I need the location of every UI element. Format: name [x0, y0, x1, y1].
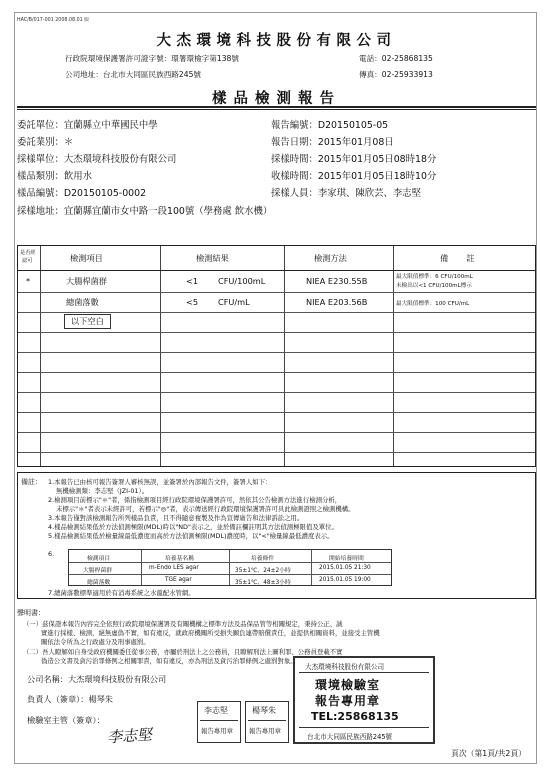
- note-1b: 無機檢測類：李志堅（JZI-01）。: [56, 487, 149, 495]
- note-1: 1.本報告已由核可報告簽署人審核無誤，並簽署於內部報告文件，簽署人如下：: [48, 478, 272, 486]
- culture-row2-medium: TGE agar: [165, 577, 192, 583]
- client-unit: 委託單位：宜蘭縣立中華國民中學: [17, 120, 158, 131]
- telephone: 電話：02-25868135: [359, 54, 433, 63]
- signature-company: 公司名稱：大杰環境科技股份有限公司: [27, 674, 167, 684]
- declaration-2b: 偽造公文書及貪污治罪條例之相關罪責，如有違反，亦為刑法及貪污治罪條例之處罰對象。: [41, 657, 297, 665]
- report-number: 報告編號：D20150105-05: [271, 120, 389, 131]
- note-6: 6.: [48, 550, 55, 558]
- row1-remark-2: 未檢出以<1 CFU/100mL標示: [396, 283, 472, 289]
- notes-label: 備註：: [21, 478, 42, 486]
- culture-header-medium: 培養基名稱: [165, 556, 194, 562]
- company-stamp-company: 大杰環境科技股份有限公司: [305, 663, 385, 671]
- accredited-header: 是否經: [20, 250, 36, 256]
- handwritten-signature: 李志堅: [106, 725, 153, 747]
- company-stamp-report: 報告專用章: [315, 694, 381, 708]
- row1-remark-1: 最大限值標準：6 CFU/100mL: [396, 274, 473, 280]
- personal-stamp-2-name: 楊琴朱: [252, 706, 276, 715]
- sampler: 採樣人員：李家琪、陳欣芸、李志堅: [271, 188, 422, 199]
- sampling-unit: 採樣單位：大杰環境科技股份有限公司: [17, 154, 177, 165]
- company-report-stamp: [293, 656, 435, 744]
- personal-stamp-2: [245, 701, 289, 743]
- culture-row2-condition: 35±1℃、48±3小時: [235, 580, 291, 586]
- culture-row2-start: 2015.01.05 19:00: [319, 577, 371, 583]
- receive-time: 收樣時間：2015年01月05日18時10分: [271, 171, 437, 182]
- sample-category: 樣品類別：飲用水: [17, 171, 93, 182]
- row1-unit: CFU/100mL: [218, 276, 266, 286]
- personal-stamp-1-label: 報告專用章: [201, 727, 233, 735]
- row2-item: 總菌落數: [66, 297, 99, 307]
- personal-stamp-2-label: 報告專用章: [249, 727, 281, 735]
- report-page: [14, 12, 537, 764]
- company-stamp-lab: 環境檢驗室: [315, 678, 381, 692]
- note-4: 4.樣品檢測結果低於方法偵測極限(MDL)時以"ND"表示之，並於備註欄註明其方法偵測極限值及單位。: [48, 523, 338, 531]
- sampling-address: 採樣地址：宜蘭縣宜蘭市女中路一段100號（學務處 飲水機）: [17, 206, 273, 217]
- title-divider-thin: [17, 109, 536, 110]
- blank-below-marker: 以下空白: [64, 314, 111, 329]
- declaration-1c: 關依法令所為之行政處分及刑事處罰。: [41, 638, 150, 646]
- company-address: 公司地址：台北市大同區民族西路245號: [65, 70, 201, 79]
- accredited-header-2: 認可: [22, 258, 33, 264]
- company-stamp-tel: TEL:25868135: [311, 710, 399, 723]
- sampling-time: 採樣時間：2015年01月05日08時18分: [271, 154, 437, 165]
- declaration-label: 聲明書：: [17, 609, 45, 617]
- declaration-2: （二）吾人瞭解如自身受政府機關委任從事公務，亦屬於刑法上之公務員，且瞭解刑法上圖利罪、公務員登載不實: [23, 648, 343, 656]
- culture-table: [68, 549, 392, 586]
- culture-row1-medium: m-Endo LES agar: [149, 565, 199, 571]
- note-5: 5.樣品檢測結果低於檢量線最低濃度而高於方法偵測極限(MDL)濃度時，以"<"檢量線最低濃度表示。: [48, 532, 334, 540]
- document-code: HAC/B/017-001 2008.08.01 版: [17, 18, 90, 23]
- culture-header-condition: 培養條件: [251, 556, 275, 562]
- declaration-1: （一）茲保證本報告內容完全依照行政院環境保護署及有關機構之標準方法及品保品管等相關規定，秉持公正、誠: [23, 620, 343, 628]
- culture-row1-item: 大腸桿菌群: [83, 568, 112, 574]
- culture-row1-condition: 35±1℃、24±2小時: [235, 568, 291, 574]
- personal-stamp-1: [197, 701, 241, 743]
- culture-row2-item: 總菌落數: [87, 580, 111, 586]
- signature-owner: 負責人（簽章）：楊琴朱: [27, 694, 113, 704]
- declaration-1b: 實進行採樣、檢測，絕無虛偽不實，如有違反，就政府機關所受損失願負連帶賠償責任，並提供相關資料，並接受主管機: [41, 629, 380, 637]
- header-method: 檢測方法: [314, 253, 347, 263]
- note-2: 2.檢測項目前標示"＊"者，係指檢測項目經行政院環境保護署許可，然依其公告檢測方法進行檢測分析，: [48, 496, 342, 504]
- report-date: 報告日期：2015年01月08日: [271, 137, 394, 148]
- client-category: 委託業別：＊: [17, 137, 74, 148]
- row2-unit: CFU/mL: [218, 297, 250, 307]
- header-result: 檢測結果: [196, 253, 229, 263]
- row1-accredited-mark: *: [26, 276, 31, 286]
- title-divider: [17, 106, 536, 108]
- sample-number: 樣品編號：D20150105-0002: [17, 188, 147, 199]
- culture-header-start: 開始培養時間: [329, 556, 364, 562]
- row2-remark-1: 最大限值標準：100 CFU/mL: [396, 301, 470, 307]
- company-name: 大杰環境科技股份有限公司: [156, 33, 397, 49]
- page-number: 頁次（第1頁/共2頁）: [451, 749, 526, 758]
- culture-header-item: 檢測項目: [87, 556, 111, 562]
- fax: 傳真：02-25933913: [359, 70, 433, 79]
- culture-row1-start: 2015.01.05 21:30: [319, 565, 371, 571]
- note-3: 3.本報告僅對該檢測報告所列樣品負責，且不得隨意複製及作為宣傳廣告和法律訴訟之用。: [48, 514, 304, 522]
- header-item: 檢測項目: [70, 253, 103, 263]
- company-stamp-address: 台北市大同區民族西路245號: [307, 733, 393, 741]
- row1-method: NIEA E230.55B: [306, 276, 368, 286]
- results-table: [17, 245, 536, 467]
- permit-number: 行政院環境保護署許可證字號：環署環檢字第138號: [65, 54, 239, 63]
- header-remark: 備註: [440, 253, 493, 263]
- report-title: 樣品檢測報告: [212, 91, 341, 107]
- signature-lab-head: 檢驗室主管（簽章）：: [27, 715, 105, 725]
- personal-stamp-1-name: 李志堅: [204, 706, 228, 715]
- row2-result: <5: [186, 297, 199, 307]
- note-2b: 未標示"＊"者表示未經許可，若標示"◎"者，表示傳送經行政院環境保護署許可具此檢測證照之檢測機構。: [56, 505, 355, 513]
- row2-method: NIEA E203.56B: [306, 297, 368, 307]
- notes-box: [17, 472, 536, 599]
- row1-result: <1: [186, 276, 199, 286]
- note-7: 7.總菌落數標準適用於有消毒系統之水龍配水管網。: [48, 589, 195, 597]
- row1-item: 大腸桿菌群: [66, 276, 107, 286]
